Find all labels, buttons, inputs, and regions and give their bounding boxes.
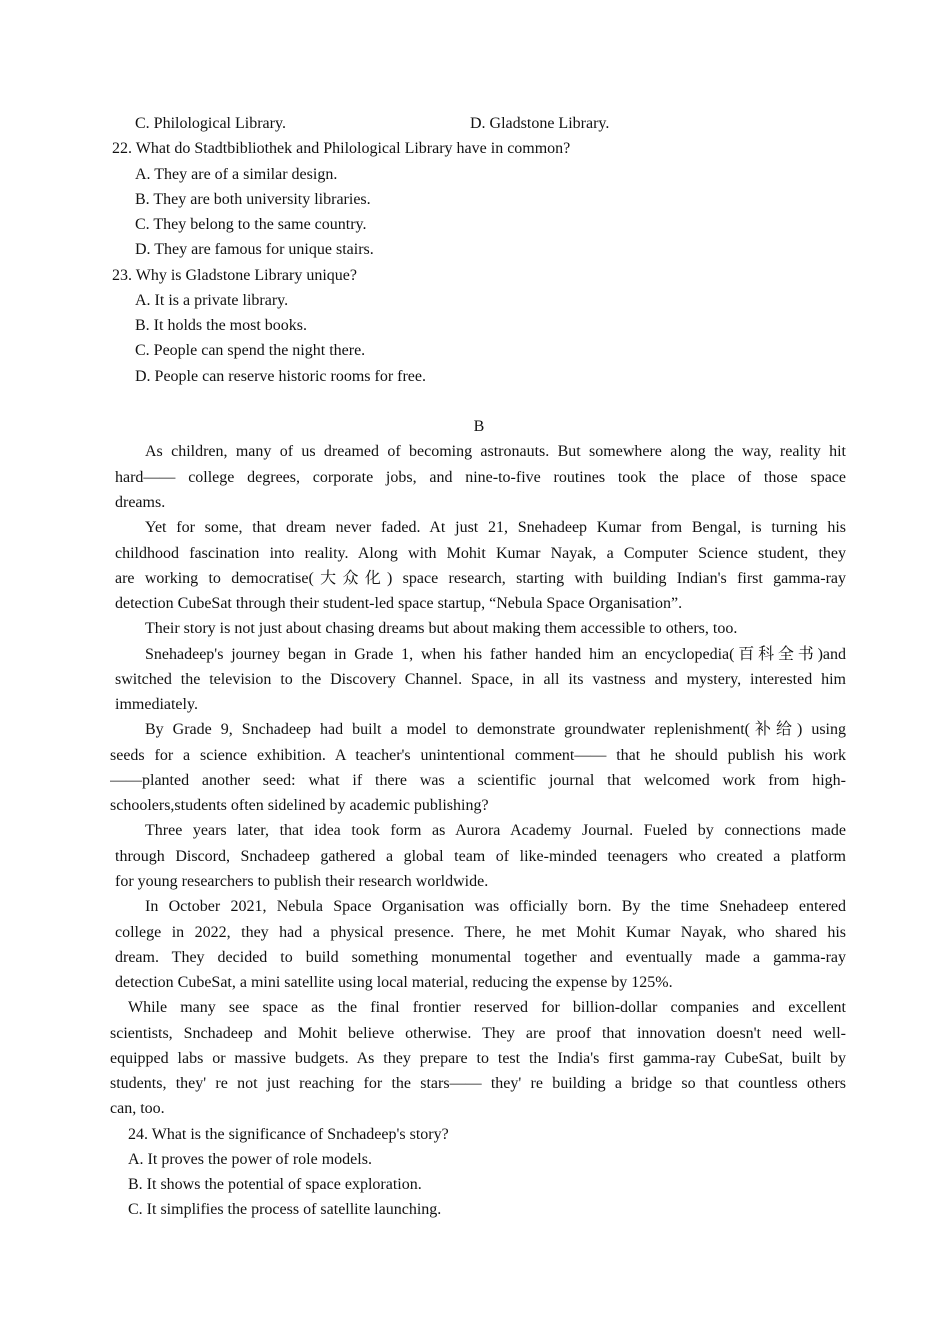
paragraph-line: childhood fascination into reality. Along with Mohit Kumar Nayak, a Computer Science student, they <box>115 544 846 562</box>
paragraph-3 <box>0 616 950 641</box>
paragraph-line: In October 2021, Nebula Space Organisation was officially born. By the time Snehadeep entered <box>145 898 846 916</box>
q22-option-d: D. They are famous for unique stairs. <box>135 241 374 259</box>
paragraph-line: detection CubeSat, a mini satellite using local material, reducing the expense by 125%. <box>115 974 673 992</box>
q23-option-b: B. It holds the most books. <box>135 317 308 335</box>
paragraph-line: dream. They decided to build something monumental together and eventually made a gamma-ray <box>115 948 846 966</box>
q23-option-d: D. People can reserve historic rooms for free. <box>135 367 426 385</box>
q24-option-a: A. It proves the power of role models. <box>128 1150 372 1168</box>
paragraph-6 <box>0 818 950 894</box>
paragraph-5 <box>0 717 950 818</box>
paragraph-line: Snehadeep's journey began in Grade 1, when his father handed him an encyclopedia(百科全书)and <box>145 645 846 663</box>
paragraph-line: Yet for some, that dream never faded. At just 21, Snehadeep Kumar from Bengal, is turning his <box>145 519 846 537</box>
q21-options-row <box>0 111 950 136</box>
q24-question: 24. What is the significance of Snchadeep's story? <box>128 1125 449 1143</box>
paragraph-line: are working to democratise(大众化) space research, starting with building Indian's first gamma-ray <box>115 569 846 587</box>
paragraph-1 <box>0 439 950 515</box>
q22-option-c: C. They belong to the same country. <box>135 216 367 234</box>
paragraph-line: hard—— college degrees, corporate jobs, and nine-to-five routines took the place of those space <box>115 468 846 486</box>
paragraph-8 <box>0 995 950 1121</box>
paragraph-2 <box>0 515 950 616</box>
paragraph-line: through Discord, Snchadeep gathered a global team of like-minded teenagers who created a platform <box>115 847 846 865</box>
paragraph-line: Three years later, that idea took form as Aurora Academy Journal. Fueled by connections made <box>145 822 846 840</box>
q22-option-b: B. They are both university libraries. <box>135 190 371 208</box>
blank-line <box>0 389 950 414</box>
paragraph-4 <box>0 642 950 718</box>
document-page <box>0 111 950 1223</box>
section-heading: B <box>473 418 485 436</box>
q23-option-c: C. People can spend the night there. <box>135 342 366 360</box>
paragraph-line: can, too. <box>110 1100 165 1118</box>
paragraph-line: college in 2022, they had a physical presence. There, he met Mohit Kumar Nayak, who shared his <box>115 923 846 941</box>
paragraph-line: for young researchers to publish their research worldwide. <box>115 872 489 890</box>
paragraph-line: detection CubeSat through their student-led space startup, “Nebula Space Organisation”. <box>115 595 683 613</box>
q24-option-c: C. It simplifies the process of satellite launching. <box>128 1201 442 1219</box>
paragraph-line: equipped labs or massive budgets. As they prepare to test the India's first gamma-ray CubeSat, built by <box>110 1049 846 1067</box>
q21-option-c: C. Philological Library. <box>135 115 286 132</box>
paragraph-line: schoolers,students often sidelined by academic publishing? <box>110 797 489 815</box>
paragraph-line: As children, many of us dreamed of becoming astronauts. But somewhere along the way, reality hit <box>145 443 846 461</box>
paragraph-line: Their story is not just about chasing dreams but about making them accessible to others, too. <box>145 620 738 638</box>
q22-option-a: A. They are of a similar design. <box>135 165 338 183</box>
paragraph-line: While many see space as the final frontier reserved for billion-dollar companies and excellent <box>128 999 846 1017</box>
paragraph-line: By Grade 9, Snchadeep had built a model to demonstrate groundwater replenishment(补给) using <box>145 721 846 739</box>
q22-question: 22. What do Stadtbibliothek and Philological Library have in common? <box>112 140 571 158</box>
q23-question: 23. Why is Gladstone Library unique? <box>112 266 357 284</box>
paragraph-line: ——planted another seed: what if there was a scientific journal that welcomed work from high- <box>110 771 846 789</box>
paragraph-line: scientists, Snchadeep and Mohit believe otherwise. They are proof that innovation doesn't need well- <box>110 1024 846 1042</box>
paragraph-line: switched the television to the Discovery Channel. Space, in all its vastness and mystery, interested him <box>115 670 846 688</box>
paragraph-line: seeds for a science exhibition. A teacher's unintentional comment—— that he should publish his work <box>110 746 846 764</box>
q23-option-a: A. It is a private library. <box>135 291 289 309</box>
q21-option-d: D. Gladstone Library. <box>470 115 610 132</box>
paragraph-7 <box>0 894 950 995</box>
paragraph-line: immediately. <box>115 696 198 714</box>
paragraph-line: students, they' re not just reaching for the stars—— they' re building a bridge so that countless others <box>110 1075 846 1093</box>
paragraph-line: dreams. <box>115 493 166 511</box>
q24-option-b: B. It shows the potential of space exploration. <box>128 1176 422 1194</box>
